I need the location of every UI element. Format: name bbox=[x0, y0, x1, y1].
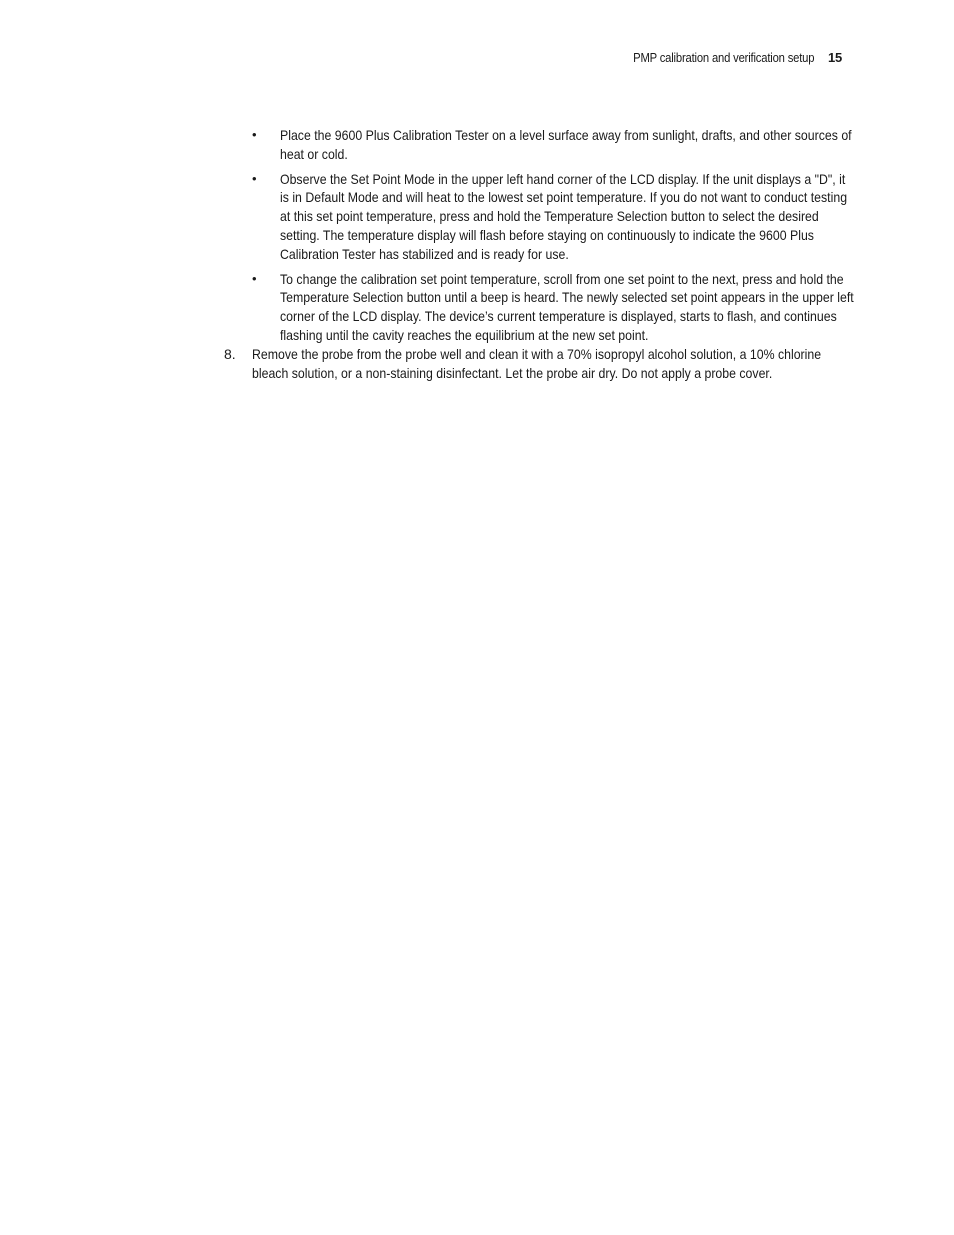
bullet-item bbox=[252, 270, 854, 345]
bullet-text: Place the 9600 Plus Calibration Tester on a level surface away from sunlight, drafts, and other sources of heat or cold. bbox=[280, 127, 852, 162]
step-number: 8. bbox=[224, 345, 236, 362]
page-header bbox=[613, 50, 842, 65]
numbered-list bbox=[224, 345, 854, 383]
running-header-title: PMP calibration and verification setup bbox=[632, 51, 814, 65]
bullet-icon: • bbox=[252, 127, 257, 142]
bullet-item bbox=[252, 126, 854, 164]
bullet-icon: • bbox=[252, 270, 257, 286]
bullet-text: To change the calibration set point temperature, scroll from one set point to the next, press and hold the Temperature Selection button until a beep is heard. The newly selected set point appears in the upper left corner of the LCD display. The device’s current temperature is displayed, starts to flash, and continues flashing until the cavity reaches the equilibrium at the new set point. bbox=[280, 270, 854, 343]
step-text: Remove the probe from the probe well and clean it with a 70% isopropyl alcohol solution, a 10% chlorine bleach solution, or a non-staining disinfectant. Let the probe air dry. Do not apply a probe cover. bbox=[252, 345, 822, 381]
numbered-step bbox=[224, 345, 854, 383]
bullet-icon: • bbox=[252, 170, 257, 186]
bullet-item bbox=[252, 170, 854, 264]
page-number: 15 bbox=[827, 50, 842, 65]
bullet-list bbox=[224, 126, 854, 345]
page-body bbox=[224, 126, 854, 382]
bullet-text: Observe the Set Point Mode in the upper left hand corner of the LCD display. If the unit displays a "D", it is in Default Mode and will heat to the lowest set point temperature. If you do not want to conduct testing at this set point temperature, press and hold the Temperature Selection button to select the desired setting. The temperature display will flash before staying on continuously to indicate the 9600 Plus Calibration Tester has stabilized and is ready for use. bbox=[280, 170, 848, 262]
